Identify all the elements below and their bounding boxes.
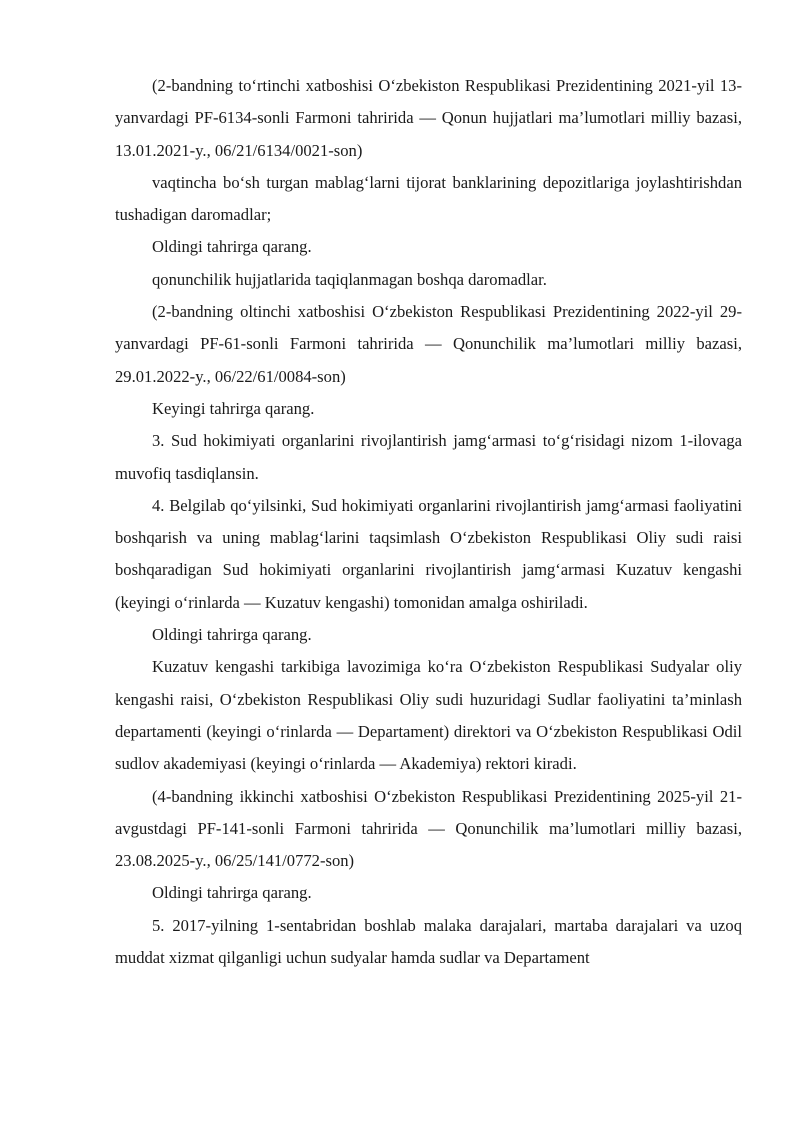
paragraph-amendment-note: (4-bandning ikkinchi xatboshisi O‘zbekiston Respublikasi Prezidentining 2025-yil 21-avgustdagi PF-141-sonli Farmoni tahririda — Qonunchilik ma’lumotlari milliy bazasi, 23.08.2025-y., 06/25/141/0772-son) <box>115 786 742 871</box>
paragraph-other-income: qonunchilik hujjatlarida taqiqlanmagan boshqa daromadlar. <box>152 269 547 289</box>
paragraph-item-4: 4. Belgilab qo‘yilsinki, Sud hokimiyati organlarini rivojlantirish jamg‘armasi faoliyatini boshqarish va uning mablag‘larini taqsimlash O‘zbekiston Respublikasi Oliy sudi raisi boshqaradigan Sud hokimiyati organlarini rivojlantirish jamg‘armasi Kuzatuv kengashi (keyingi o‘rinlarda — Kuzatuv kengashi) tomonidan amalga oshiriladi. <box>115 495 742 612</box>
link-previous-edition[interactable]: Oldingi tahrirga qarang. <box>152 625 312 645</box>
link-previous-edition[interactable]: Oldingi tahrirga qarang. <box>152 237 312 257</box>
paragraph-council-composition: Kuzatuv kengashi tarkibiga lavozimiga ko‘ra O‘zbekiston Respublikasi Sudyalar oliy kengashi raisi, O‘zbekiston Respublikasi Oliy sudi huzuridagi Sudlar faoliyatini ta’minlash departamenti (keyingi o‘rinlarda — Departament) direktori va O‘zbekiston Respublikasi Odil sudlov akademiyasi (keyingi o‘rinlarda — Akademiya) rektori kiradi. <box>115 657 742 774</box>
paragraph-amendment-note: (2-bandning to‘rtinchi xatboshisi O‘zbekiston Respublikasi Prezidentining 2021-yil 13-yanvardagi PF-6134-sonli Farmoni tahririda — Qonun hujjatlari ma’lumotlari milliy bazasi, 13.01.2021-y., 06/21/6134/0021-son) <box>115 76 742 160</box>
document-page <box>115 70 742 974</box>
link-next-edition[interactable]: Keyingi tahrirga qarang. <box>152 398 315 418</box>
paragraph-deposit-income: vaqtincha bo‘sh turgan mablag‘larni tijorat banklarining depozitlariga joylashtirishdan tushadigan daromadlar; <box>115 172 742 225</box>
paragraph-amendment-note: (2-bandning oltinchi xatboshisi O‘zbekiston Respublikasi Prezidentining 2022-yil 29-yanvardagi PF-61-sonli Farmoni tahririda — Qonunchilik ma’lumotlari milliy bazasi, 29.01.2022-y., 06/22/61/0084-son) <box>115 302 742 386</box>
link-previous-edition[interactable]: Oldingi tahrirga qarang. <box>152 883 312 903</box>
paragraph-item-5: 5. 2017-yilning 1-sentabridan boshlab malaka darajalari, martaba darajalari va uzoq muddat xizmat qilganligi uchun sudyalar hamda sudlar va Departament <box>115 915 742 968</box>
paragraph-item-3: 3. Sud hokimiyati organlarini rivojlantirish jamg‘armasi to‘g‘risidagi nizom 1-ilovaga muvofiq tasdiqlansin. <box>115 431 742 483</box>
